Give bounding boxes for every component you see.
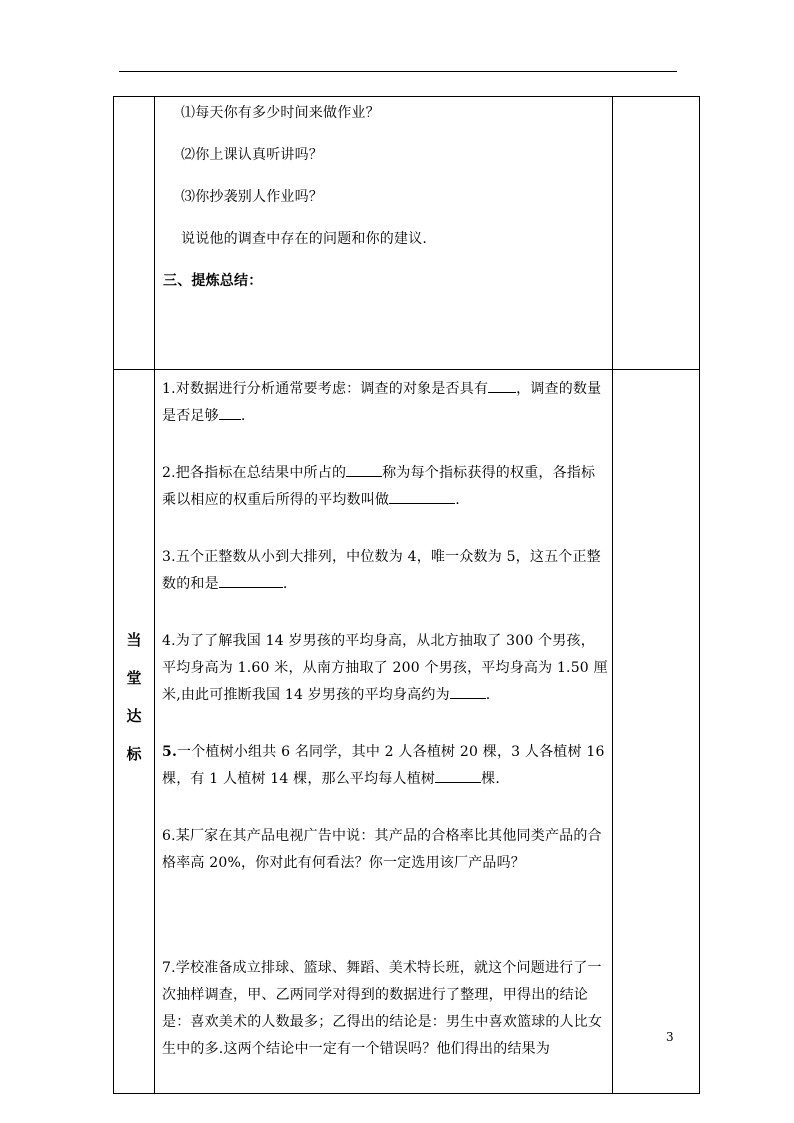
exercise-6-text: 6.某厂家在其产品电视广告中说：其产品的合格率比其他同类产品的合格率高 20%，你对此有何看法？你一定选用该厂产品吗？ <box>162 828 602 871</box>
fill-blank[interactable] <box>346 462 382 477</box>
fill-blank[interactable] <box>219 573 283 588</box>
exercise-1-text-b: ，调查的数量是否足够 <box>162 381 602 424</box>
exercise-5-text-c: 棵. <box>481 771 500 787</box>
survey-questions-cell <box>155 97 613 370</box>
exercise-4 <box>162 628 608 709</box>
table-row <box>114 370 700 1094</box>
exercise-3-text-c: . <box>282 576 288 592</box>
exercise-3 <box>162 544 608 598</box>
side-label-cell <box>114 370 155 1094</box>
exercises-cell <box>155 370 613 1094</box>
question-3: ⑶你抄袭别人作业吗？ <box>181 189 323 205</box>
side-label-char: 标 <box>126 745 142 763</box>
exercise-5-text-a: 一个植树小组共 6 名同学，其中 2 人各植树 20 棵，3 人各植树 16 棵，有 1 人植树 14 棵，那么平均每人植树 <box>162 744 605 787</box>
side-label-char: 达 <box>126 707 142 725</box>
empty-label-cell <box>114 97 155 370</box>
page-number: 3 <box>666 1030 674 1044</box>
exercise-5-number: 5. <box>162 744 178 760</box>
side-label-char: 当 <box>126 631 142 649</box>
exercise-7 <box>162 955 608 1063</box>
fill-blank[interactable] <box>389 489 455 504</box>
exercise-2-text-a: 2.把各指标在总结果中所占的 <box>162 465 347 481</box>
question-2: ⑵你上课认真听讲吗？ <box>181 147 323 163</box>
exercise-4-text-c: . <box>485 687 491 703</box>
notes-cell <box>613 97 700 370</box>
summary-heading: 三、提炼总结： <box>163 273 263 289</box>
exercise-1-text-c: . <box>240 408 246 424</box>
side-label-char: 堂 <box>126 669 142 687</box>
exercise-5 <box>162 739 608 793</box>
notes-cell <box>613 370 700 1094</box>
fill-blank[interactable] <box>488 378 516 393</box>
exercise-2 <box>162 460 608 514</box>
exercise-3-text-a: 3.五个正整数从小到大排列，中位数为 4，唯一众数为 5，这五个正整数的和是 <box>162 549 601 592</box>
exercise-2-text-c: . <box>455 492 460 508</box>
fill-blank[interactable] <box>219 405 241 420</box>
fill-blank[interactable] <box>450 684 486 699</box>
instruction-text: 说说他的调查中存在的问题和你的建议. <box>181 231 428 247</box>
exercise-6 <box>162 823 608 877</box>
header-rule <box>119 71 677 72</box>
table-row <box>114 97 700 370</box>
exercise-2-text-b: 称为每个指标获得的权重，各指标乘以相应的权重后所得的平均数叫做 <box>162 465 596 508</box>
exercise-1 <box>162 376 608 430</box>
fill-blank[interactable] <box>435 768 481 783</box>
question-1: ⑴每天你有多少时间来做作业？ <box>181 105 380 121</box>
side-label <box>114 370 154 1024</box>
exercise-1-text-a: 1.对数据进行分析通常要考虑：调查的对象是否具有 <box>162 381 489 397</box>
lesson-table <box>113 96 700 1094</box>
exercise-4-text-a: 4.为了了解我国 14 岁男孩的平均身高，从北方抽取了 300 个男孩，平均身高为 1.60 米，从南方抽取了 200 个男孩，平均身高为 1.50 厘米,由此可推断我国 14 岁男孩的平均身高约为 <box>162 633 608 703</box>
exercise-7-text: 7.学校准备成立排球、篮球、舞蹈、美术特长班，就这个问题进行了一次抽样调查，甲、乙两同学对得到的数据进行了整理，甲得出的结论是：喜欢美术的人数最多；乙得出的结论是：男生中喜欢篮球的人比女生中的多.这两个结论中一定有一个错误吗？他们得出的结果为 <box>162 960 603 1057</box>
